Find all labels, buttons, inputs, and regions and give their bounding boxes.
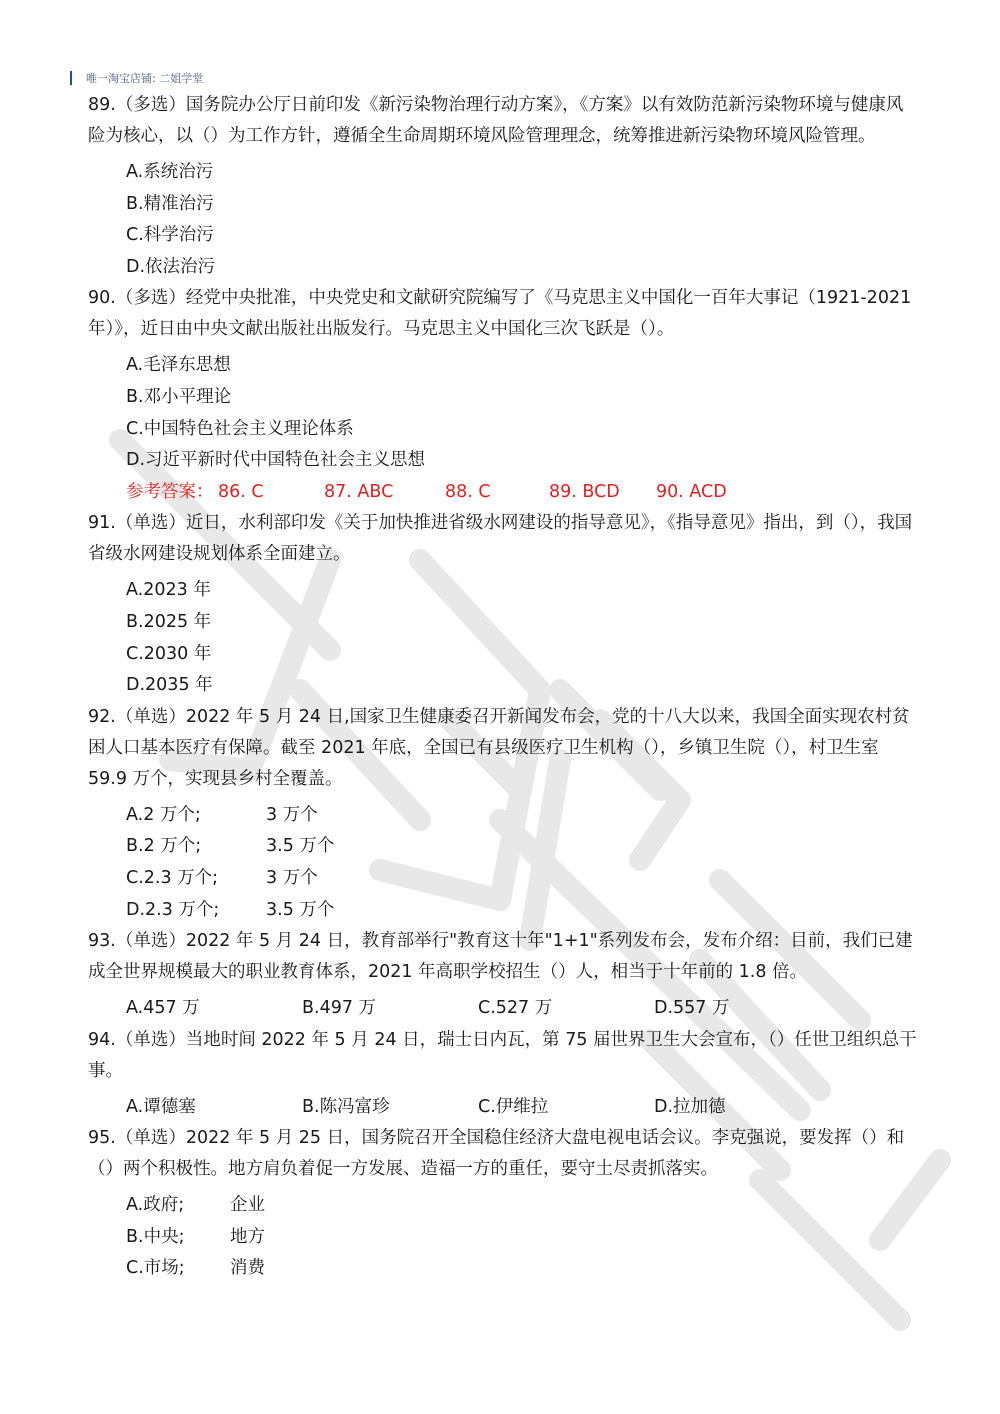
question-text: 91.（单选）近日，水利部印发《关于加快推进省级水网建设的指导意见》，《指导意见》指出，到（），我国省级水网建设规划体系全面建立。 <box>88 513 913 565</box>
option-b: B.中央; 地方 <box>126 1226 265 1247</box>
option-c: C.伊维拉 <box>478 1096 549 1117</box>
option-a: A.2023 年 <box>126 580 211 601</box>
answer-item: 89. BCD <box>549 481 620 502</box>
option-c: C.527 万 <box>478 998 553 1019</box>
option-c: C.中国特色社会主义理论体系 <box>126 418 354 439</box>
question-text: 94.（单选）当地时间 2022 年 5 月 24 日，瑞士日内瓦，第 75 届世界卫生大会宣布，（）任世卫组织总干事。 <box>88 1029 917 1081</box>
option-b: B.2025 年 <box>126 611 212 632</box>
options-row <box>88 993 918 1025</box>
answer-item: 88. C <box>445 481 491 502</box>
option-d: D.依法治污 <box>126 256 216 277</box>
option-b: B.精准治污 <box>126 193 214 214</box>
question-89 <box>88 90 918 283</box>
option-d: D.2.3 万个; 3.5 万个 <box>126 899 335 920</box>
answer-item: 87. ABC <box>324 481 394 502</box>
option-a: A.毛泽东思想 <box>126 355 231 376</box>
answer-key <box>88 477 918 509</box>
header-label: 唯一淘宝店铺: 二姐学堂 <box>86 72 204 85</box>
option-b: B.陈冯富珍 <box>302 1096 390 1117</box>
question-text: 90.（多选）经党中央批准，中央党史和文献研究院编写了《马克思主义中国化一百年大事记（1921-2021年）》，近日由中央文献出版社出版发行。马克思主义中国化三次飞跃是（）。 <box>88 288 912 340</box>
question-text: 89.（多选）国务院办公厅日前印发《新污染物治理行动方案》，《方案》以有效防范新污染物环境与健康风险为核心，以（）为工作方针，遵循全生命周期环境风险管理理念，统筹推进新污染物环境风险管理。 <box>88 95 904 146</box>
option-c: C.2.3 万个; 3 万个 <box>126 867 318 888</box>
question-91 <box>88 508 918 701</box>
option-d: D.2035 年 <box>126 675 213 696</box>
option-d: D.拉加德 <box>654 1096 726 1117</box>
answer-label: 参考答案： <box>126 481 214 502</box>
option-d: D.557 万 <box>654 998 730 1019</box>
question-94 <box>88 1025 918 1124</box>
option-c: C.2030 年 <box>126 643 212 664</box>
option-a: A.政府; 企业 <box>126 1195 265 1216</box>
option-b: B.497 万 <box>302 998 377 1019</box>
option-b: B.2 万个; 3.5 万个 <box>126 836 335 857</box>
answer-item: 86. C <box>218 481 264 502</box>
document-body <box>88 90 918 1285</box>
question-90 <box>88 283 918 476</box>
option-a: A.系统治污 <box>126 162 214 182</box>
question-text: 95.（单选）2022 年 5 月 25 日，国务院召开全国稳住经济大盘电视电话会议。李克强说，要发挥（）和（）两个积极性。地方肩负着促一方发展、造福一方的重任，要守土尽责抓落实。 <box>88 1128 905 1180</box>
question-text: 93.（单选）2022 年 5 月 24 日，教育部举行"教育这十年"1+1"系列发布会，发布介绍：目前，我们已建成全世界规模最大的职业教育体系，2021 年高职学校招生（）人，相当于十年前的 1.8 倍。 <box>88 931 913 983</box>
option-c: C.市场; 消费 <box>126 1258 265 1279</box>
question-92 <box>88 702 918 926</box>
option-b: B.邓小平理论 <box>126 386 232 407</box>
option-d: D.习近平新时代中国特色社会主义思想 <box>126 450 426 471</box>
answer-item: 90. ACD <box>656 481 727 502</box>
header-bar <box>70 71 72 85</box>
question-95 <box>88 1123 918 1285</box>
options-row <box>88 1092 918 1124</box>
option-a: A.谭德塞 <box>126 1096 196 1117</box>
option-a: A.457 万 <box>126 998 200 1019</box>
question-text: 92.（单选）2022 年 5 月 24 日,国家卫生健康委召开新闻发布会，党的十八大以来，我国全面实现农村贫困人口基本医疗有保障。截至 2021 年底，全国已有县级医疗卫生机构（），乡镇卫生院（），村卫生室 59.9 万个，实现县乡村全覆盖。 <box>88 706 910 789</box>
page-header <box>70 70 203 86</box>
option-a: A.2 万个; 3 万个 <box>126 804 318 825</box>
option-c: C.科学治污 <box>126 225 214 246</box>
question-93 <box>88 926 918 1025</box>
